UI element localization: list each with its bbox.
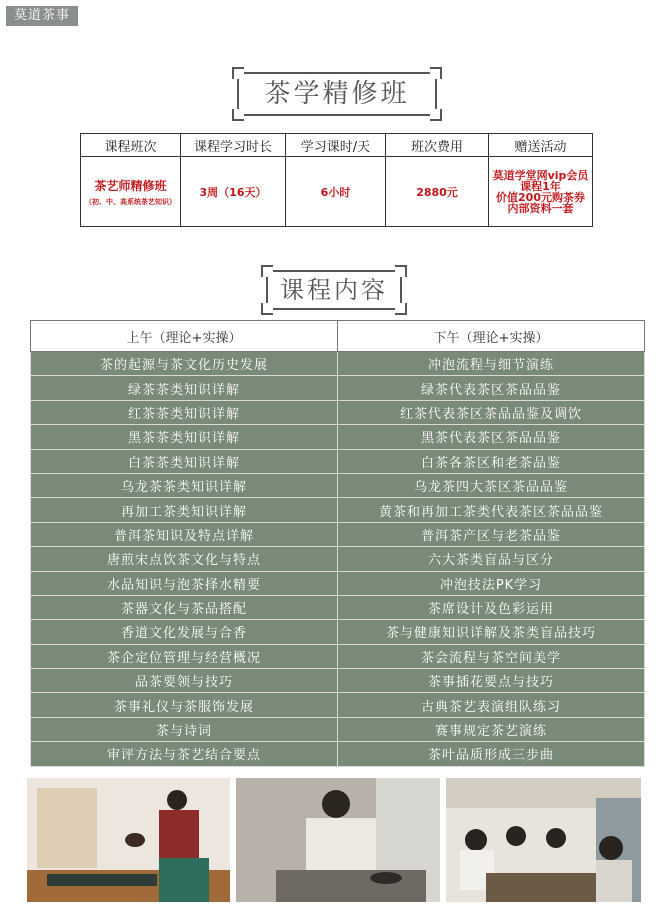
course-am-cell: 唐煎宋点饮茶文化与特点: [31, 547, 338, 571]
section-title-banner: [237, 72, 437, 116]
course-row: [31, 620, 645, 644]
fee-cell: 2880元: [386, 157, 489, 227]
class-cell: [81, 157, 181, 227]
course-row: [31, 693, 645, 717]
course-am-cell: 红茶茶类知识详解: [31, 400, 338, 424]
course-row: [31, 352, 645, 376]
course-am-cell: 水品知识与泡茶择水精要: [31, 571, 338, 595]
course-am-cell: 茶与诗词: [31, 717, 338, 741]
course-body: [31, 352, 645, 767]
gift-line: 内部资料一套: [507, 201, 574, 215]
section-title-banner: [266, 270, 402, 310]
course-pm-cell: 普洱茶产区与老茶品鉴: [338, 522, 645, 546]
course-row: [31, 449, 645, 473]
section-title: 茶学精修班: [264, 79, 410, 109]
course-am-cell: 茶器文化与茶品搭配: [31, 595, 338, 619]
course-pm-cell: 白茶各茶区和老茶品鉴: [338, 449, 645, 473]
gift-line: 莫道学堂网vip会员课程1年: [492, 168, 589, 193]
course-row: [31, 669, 645, 693]
pricing-header: 班次费用: [386, 134, 489, 157]
hours-cell: 6小时: [286, 157, 386, 227]
course-pm-cell: 茶席设计及色彩运用: [338, 595, 645, 619]
tea-brewing-photo: [236, 778, 440, 902]
pricing-header: 学习课时/天: [286, 134, 386, 157]
course-pm-cell: 黄茶和再加工茶类代表茶区茶品品鉴: [338, 498, 645, 522]
course-am-cell: 品茶要领与技巧: [31, 669, 338, 693]
gift-cell: [489, 157, 593, 227]
pricing-header: 赠送活动: [489, 134, 593, 157]
course-pm-cell: 茶与健康知识详解及茶类盲品技巧: [338, 620, 645, 644]
course-pm-cell: 乌龙茶四大茶区茶品品鉴: [338, 473, 645, 497]
course-row: [31, 400, 645, 424]
course-pm-cell: 茶会流程与茶空间美学: [338, 644, 645, 668]
course-pm-cell: 绿茶代表茶区茶品品鉴: [338, 376, 645, 400]
course-am-cell: 普洱茶知识及特点详解: [31, 522, 338, 546]
course-am-cell: 审评方法与茶艺结合要点: [31, 742, 338, 766]
course-row: [31, 498, 645, 522]
course-row: [31, 473, 645, 497]
course-header-am: 上午（理论+实操）: [31, 321, 338, 352]
course-pm-cell: 冲泡技法PK学习: [338, 571, 645, 595]
course-row: [31, 547, 645, 571]
section-title: 课程内容: [280, 276, 388, 304]
course-pm-cell: 古典茶艺表演组队练习: [338, 693, 645, 717]
course-pm-cell: 赛事规定茶艺演练: [338, 717, 645, 741]
course-am-cell: 香道文化发展与合香: [31, 620, 338, 644]
pricing-header: 课程学习时长: [181, 134, 286, 157]
course-pm-cell: 黑茶代表茶区茶品品鉴: [338, 425, 645, 449]
class-group-photo: [446, 778, 641, 902]
pricing-header: 课程班次: [81, 134, 181, 157]
course-pm-cell: 茶事插花要点与技巧: [338, 669, 645, 693]
class-note: （初、中、高系统茶艺知识）: [85, 197, 176, 206]
course-am-cell: 乌龙茶茶类知识详解: [31, 473, 338, 497]
course-am-cell: 茶企定位管理与经营概况: [31, 644, 338, 668]
tea-ceremony-photo: [27, 778, 230, 902]
course-row: [31, 425, 645, 449]
course-am-cell: 白茶茶类知识详解: [31, 449, 338, 473]
course-row: [31, 595, 645, 619]
duration-cell: 3周（16天）: [181, 157, 286, 227]
course-header-pm: 下午（理论+实操）: [338, 321, 645, 352]
gift-line: 价值200元购茶券: [496, 190, 585, 204]
course-row: [31, 742, 645, 766]
course-table: [30, 320, 645, 767]
course-row: [31, 571, 645, 595]
course-pm-cell: 六大茶类盲品与区分: [338, 547, 645, 571]
course-row: [31, 522, 645, 546]
course-am-cell: 再加工茶类知识详解: [31, 498, 338, 522]
class-name: 茶艺师精修班: [94, 178, 167, 193]
brand-logo: 莫道茶事: [6, 6, 78, 26]
pricing-table: [80, 133, 593, 227]
course-am-cell: 茶的起源与茶文化历史发展: [31, 352, 338, 376]
course-pm-cell: 红茶代表茶区茶品品鉴及调饮: [338, 400, 645, 424]
course-row: [31, 717, 645, 741]
course-pm-cell: 茶叶品质形成三步曲: [338, 742, 645, 766]
course-row: [31, 644, 645, 668]
course-row: [31, 376, 645, 400]
course-am-cell: 茶事礼仪与茶服饰发展: [31, 693, 338, 717]
course-am-cell: 黑茶茶类知识详解: [31, 425, 338, 449]
course-am-cell: 绿茶茶类知识详解: [31, 376, 338, 400]
course-pm-cell: 冲泡流程与细节演练: [338, 352, 645, 376]
